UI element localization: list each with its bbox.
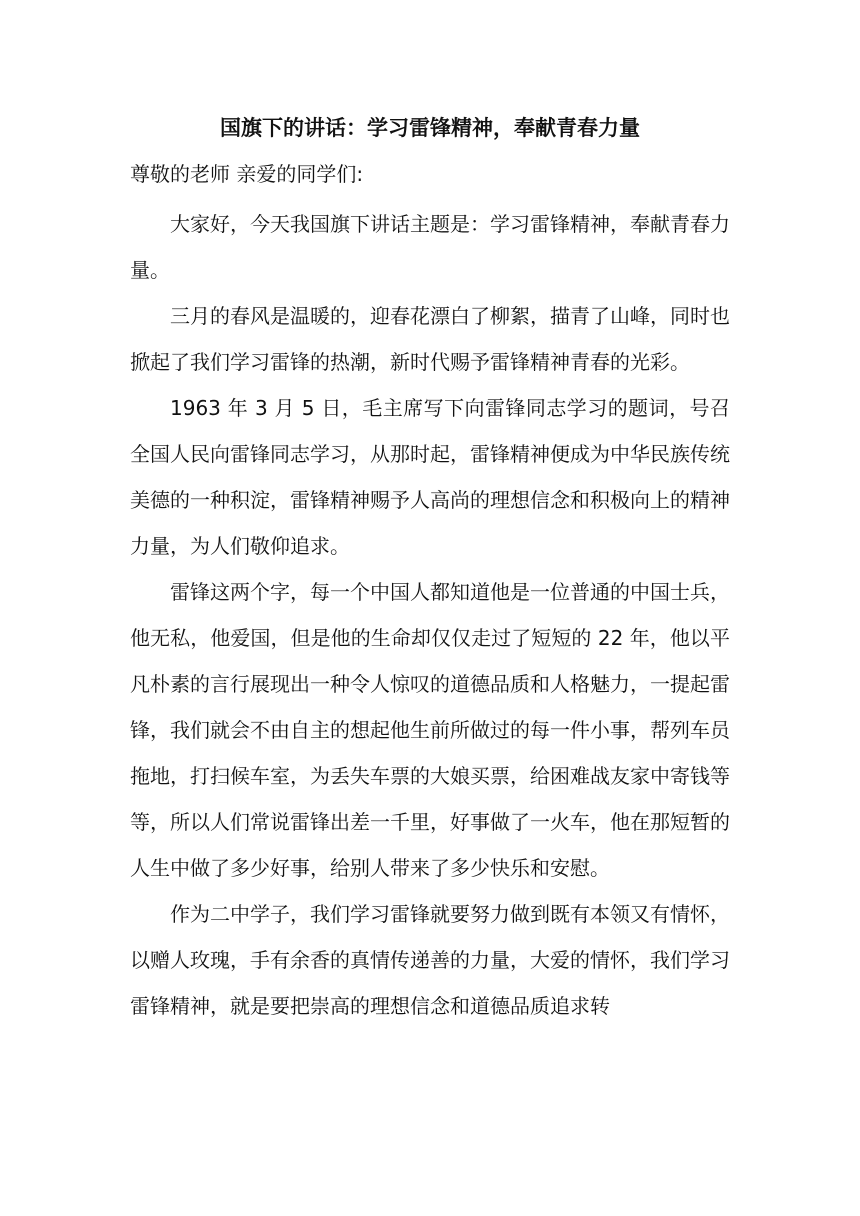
paragraph-history: 1963 年 3 月 5 日，毛主席写下向雷锋同志学习的题词，号召全国人民向雷锋同志学习，从那时起，雷锋精神便成为中华民族传统美德的一种积淀，雷锋精神赐予人高尚的理想信念和积极向上的精神力量，为人们敬仰追求。 (130, 396, 730, 558)
speech-body (130, 201, 730, 1029)
paragraph-spring: 三月的春风是温暖的，迎春花漂白了柳絮，描青了山峰，同时也掀起了我们学习雷锋的热潮，新时代赐予雷锋精神青春的光彩。 (130, 304, 730, 374)
paragraph-lei-feng: 雷锋这两个字，每一个中国人都知道他是一位普通的中国士兵，他无私，他爱国，但是他的生命却仅仅走过了短短的 22 年，他以平凡朴素的言行展现出一种令人惊叹的道德品质和人格魅力，一提起雷锋，我们就会不由自主的想起他生前所做过的每一件小事，帮列车员拖地，打扫候车室，为丢失车票的大娘买票，给困难战友家中寄钱等等，所以人们常说雷锋出差一千里，好事做了一火车，他在那短暂的人生中做了多少好事，给别人带来了多少快乐和安慰。 (130, 580, 730, 880)
paragraph-intro: 大家好，今天我国旗下讲话主题是：学习雷锋精神，奉献青春力量。 (130, 212, 730, 282)
paragraph-students: 作为二中学子，我们学习雷锋就要努力做到既有本领又有情怀，以赠人玫瑰，手有余香的真情传递善的力量，大爱的情怀，我们学习雷锋精神，就是要把崇高的理想信念和道德品质追求转 (130, 902, 730, 1018)
greeting-line: 尊敬的老师 亲爱的同学们: (130, 162, 364, 186)
document-title: 国旗下的讲话：学习雷锋精神，奉献青春力量 (220, 116, 640, 140)
